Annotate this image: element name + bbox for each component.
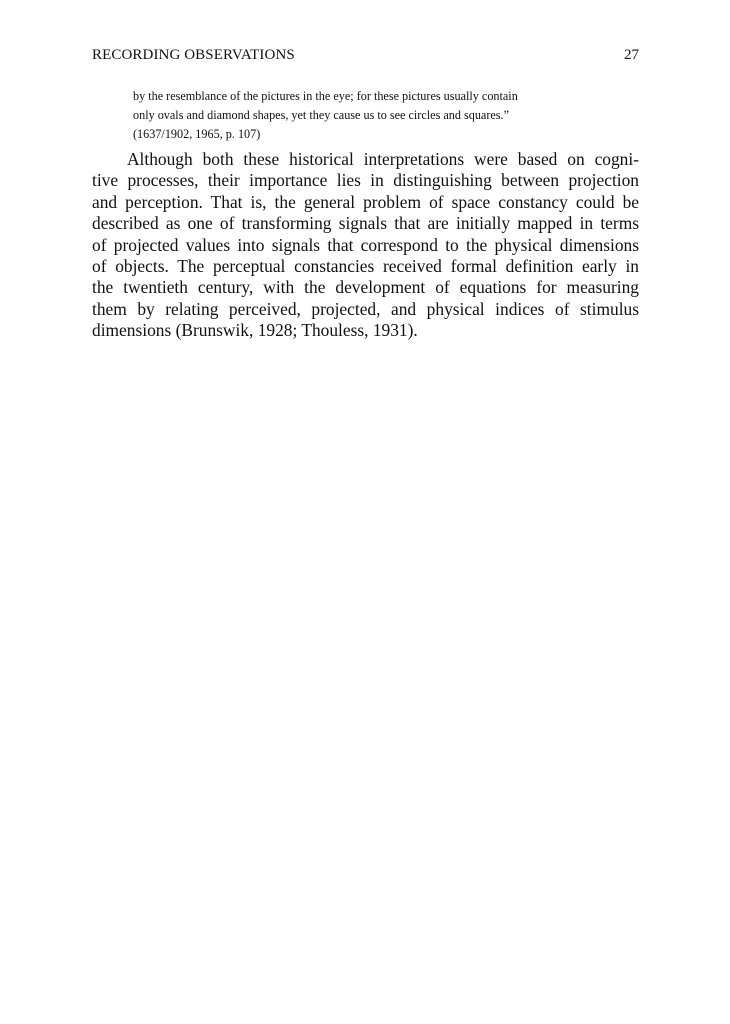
paragraph-line: tive processes, their importance lies in distinguishing between projection (92, 170, 639, 191)
page-number: 27 (624, 47, 639, 63)
paragraph-line: dimensions (Brunswik, 1928; Thouless, 1931). (92, 320, 418, 341)
paragraph-line: of projected values into signals that correspond to the physical dimensions (92, 234, 639, 255)
paragraph-line: the twentieth century, with the development of equations for measuring (92, 277, 639, 298)
quote-citation: (1637/1902, 1965, p. 107) (133, 127, 261, 141)
block-quote (133, 87, 608, 144)
running-head (92, 44, 639, 66)
quote-line: only ovals and diamond shapes, yet they cause us to see circles and squares.” (133, 108, 510, 122)
paragraph-line: them by relating perceived, projected, and physical indices of stimulus (92, 298, 639, 319)
paragraph-line: of objects. The perceptual constancies received formal definition early in (92, 256, 639, 277)
paragraph-line: Although both these historical interpretations were based on cogni- (127, 149, 639, 169)
body-paragraph (92, 149, 639, 342)
paragraph-line: described as one of transforming signals that are initially mapped in terms (92, 213, 639, 234)
paragraph-line: and perception. That is, the general problem of space constancy could be (92, 191, 639, 212)
quote-line: by the resemblance of the pictures in the eye; for these pictures usually contain (133, 89, 518, 103)
running-head-title: RECORDING OBSERVATIONS (92, 47, 295, 63)
